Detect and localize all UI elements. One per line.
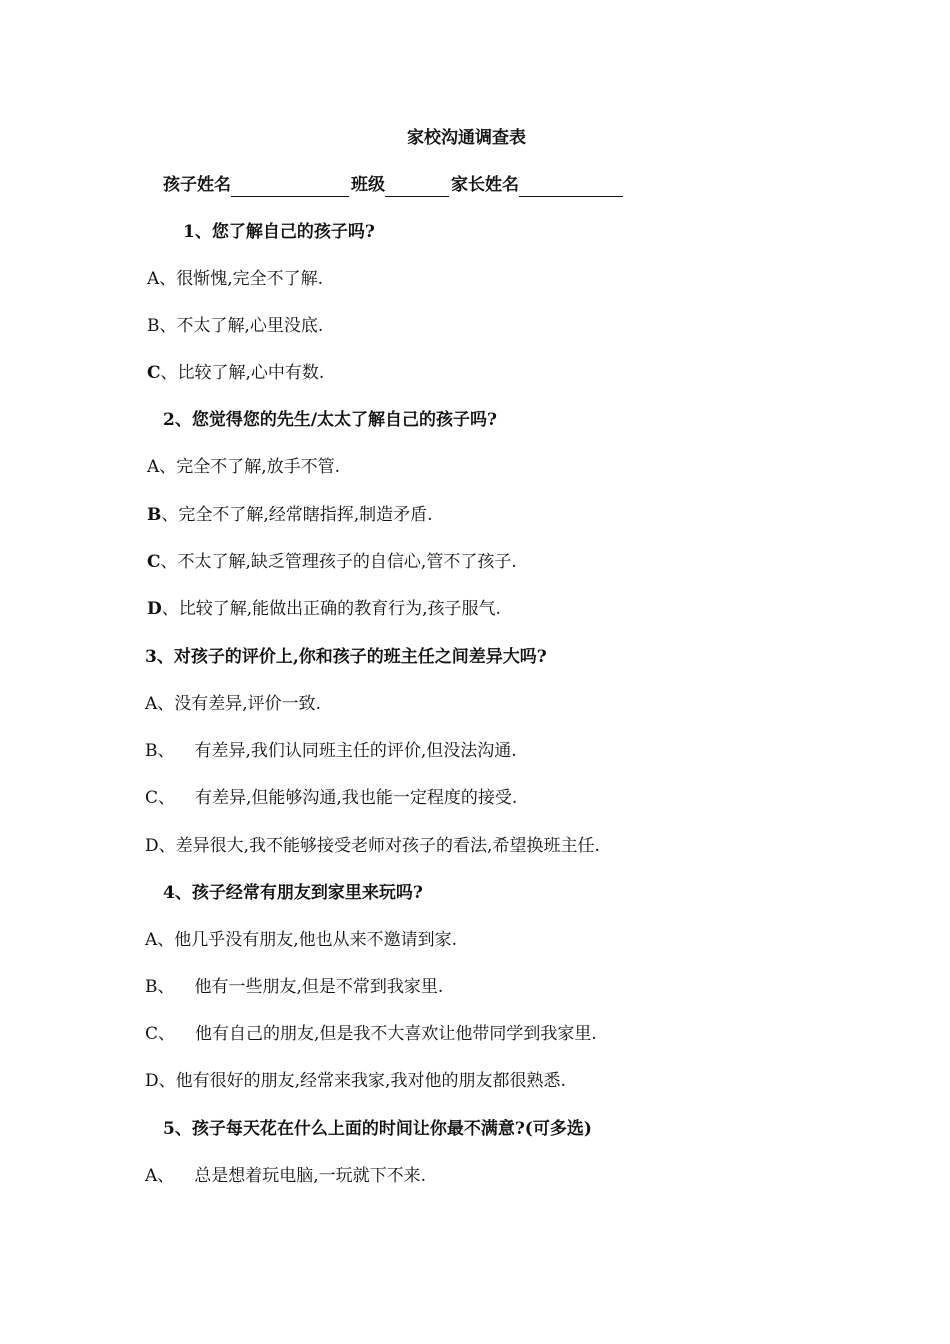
option-text: 完全不了解,放手不管. [176,457,341,477]
class-field[interactable] [385,178,449,197]
question-3-option-c [145,786,517,810]
question-1-option-b [147,314,323,338]
question-5-option-a [145,1164,426,1188]
question-4-option-d [145,1069,566,1093]
info-row [163,173,625,197]
option-letter: C [145,788,159,808]
option-letter: D [145,1071,159,1091]
option-text: 比较了解,心中有数. [177,363,325,383]
option-text: 总是想着玩电脑,一玩就下不来. [194,1166,427,1186]
question-4-option-a [145,928,457,952]
option-separator: 、 [160,552,178,572]
option-letter: A [145,1166,158,1186]
option-separator: 、 [159,457,177,477]
question-3: 3、对孩子的评价上,你和孩子的班主任之间差异大吗? [145,647,547,667]
question-3-option-b [145,739,517,763]
option-letter: A [147,457,160,477]
question-4-option-b [145,975,443,999]
question-5: 5、孩子每天花在什么上面的时间让你最不满意?(可多选) [163,1119,592,1139]
option-separator: 、 [161,505,179,525]
option-letter: A [145,694,158,714]
option-text: 没有差异,评价一致. [174,694,322,714]
option-text: 有差异,我们认同班主任的评价,但没法沟通. [194,741,517,761]
option-text: 不太了解,心里没底. [176,316,324,336]
option-separator: 、 [157,977,175,997]
question-1-option-a [147,267,323,291]
option-separator: 、 [159,316,177,336]
option-letter: D [147,599,162,619]
option-letter: B [147,316,160,336]
option-text: 他几乎没有朋友,他也从来不邀请到家. [174,930,458,950]
question-2-option-b [147,503,433,527]
option-letter: C [145,1024,159,1044]
option-separator: 、 [158,836,176,856]
question-2-option-d [147,597,501,621]
option-text: 很惭愧,完全不了解. [176,269,324,289]
option-text: 不太了解,缺乏管理孩子的自信心,管不了孩子. [177,552,517,572]
question-1-option-c [147,361,324,385]
child-name-label: 孩子姓名 [163,175,231,195]
option-letter: B [147,505,162,525]
option-separator: 、 [157,1166,175,1186]
question-3-option-d [145,834,600,858]
parent-name-field[interactable] [519,178,623,197]
question-4-option-c [145,1022,597,1046]
option-letter: A [145,930,158,950]
option-text: 完全不了解,经常瞎指挥,制造矛盾. [178,505,433,525]
option-separator: 、 [157,930,175,950]
option-letter: C [147,552,161,572]
option-separator: 、 [158,1024,176,1044]
option-separator: 、 [160,363,178,383]
question-2: 2、您觉得您的先生/太太了解自己的孩子吗? [163,410,497,430]
option-text: 他有一些朋友,但是不常到我家里. [194,977,444,997]
parent-name-label: 家长姓名 [451,175,519,195]
child-name-field[interactable] [231,178,349,197]
option-separator: 、 [158,788,176,808]
option-letter: C [147,363,161,383]
option-text: 他有自己的朋友,但是我不大喜欢让他带同学到我家里. [195,1024,597,1044]
question-2-option-c [147,550,517,574]
option-letter: A [147,269,160,289]
option-text: 差异很大,我不能够接受老师对孩子的看法,希望换班主任. [175,836,600,856]
option-text: 他有很好的朋友,经常来我家,我对他的朋友都很熟悉. [175,1071,566,1091]
class-label: 班级 [351,175,385,195]
question-4: 4、孩子经常有朋友到家里来玩吗? [163,883,423,903]
question-2-option-a [147,455,340,479]
option-letter: B [145,977,158,997]
question-1: 1、您了解自己的孩子吗? [183,222,375,242]
option-separator: 、 [157,741,175,761]
survey-title: 家校沟通调查表 [407,128,526,148]
option-separator: 、 [158,1071,176,1091]
option-separator: 、 [159,269,177,289]
option-letter: B [145,741,158,761]
option-text: 比较了解,能做出正确的教育行为,孩子服气. [178,599,501,619]
option-separator: 、 [157,694,175,714]
option-letter: D [145,836,159,856]
option-text: 有差异,但能够沟通,我也能一定程度的接受. [195,788,518,808]
question-3-option-a [145,692,321,716]
option-separator: 、 [161,599,179,619]
